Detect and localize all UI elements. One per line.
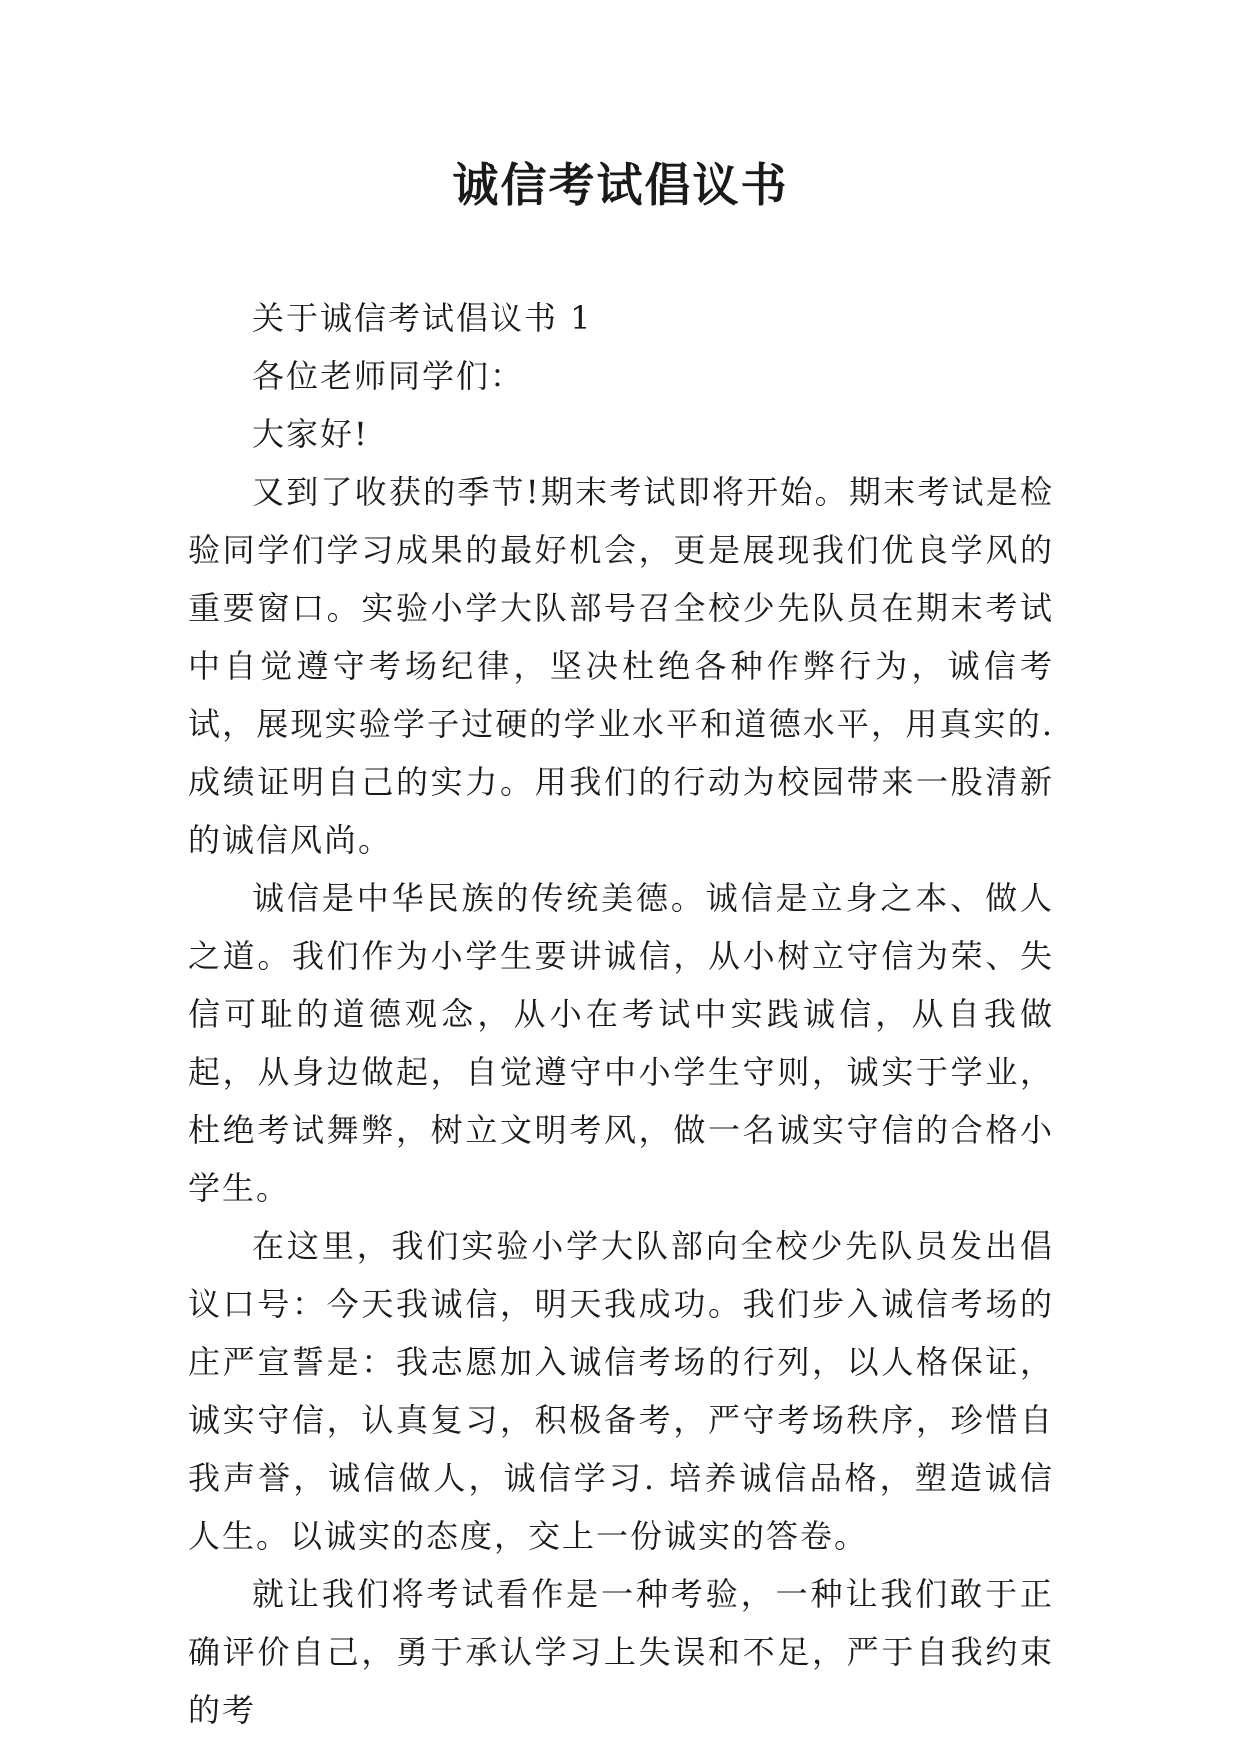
paragraph: 就让我们将考试看作是一种考验，一种让我们敢于正确评价自己，勇于承认学习上失误和不足，严于自我约束的考 — [188, 1575, 1054, 1729]
paragraph: 诚信是中华民族的传统美德。诚信是立身之本、做人之道。我们作为小学生要讲诚信，从小树立守信为荣、失信可耻的道德观念，从小在考试中实践诚信，从自我做起，从身边做起，自觉遵守中小学生守则，诚实于学业，杜绝考试舞弊，树立文明考风，做一名诚实守信的合格小学生。 — [188, 879, 1054, 1207]
document-title: 诚信考试倡议书 — [452, 158, 789, 212]
document-body — [188, 289, 1054, 1739]
salutation: 各位老师同学们： — [252, 357, 525, 395]
heading-line: 关于诚信考试倡议书 1 — [252, 299, 593, 337]
paragraph: 又到了收获的季节!期末考试即将开始。期末考试是检验同学们学习成果的最好机会，更是展现我们优良学风的重要窗口。实验小学大队部号召全校少先队员在期末考试中自觉遵守考场纪律，坚决杜绝各种作弊行为，诚信考试，展现实验学子过硬的学业水平和道德水平，用真实的.成绩证明自己的实力。用我们的行动为校园带来一股清新的诚信风尚。 — [188, 473, 1054, 859]
paragraph: 在这里，我们实验小学大队部向全校少先队员发出倡议口号：今天我诚信，明天我成功。我们步入诚信考场的庄严宣誓是：我志愿加入诚信考场的行列，以人格保证，诚实守信，认真复习，积极备考，严守考场秩序，珍惜自我声誉，诚信做人，诚信学习. 培养诚信品格，塑造诚信人生。以诚实的态度，交上一份诚实的答卷。 — [188, 1227, 1054, 1555]
greeting: 大家好! — [252, 415, 369, 453]
